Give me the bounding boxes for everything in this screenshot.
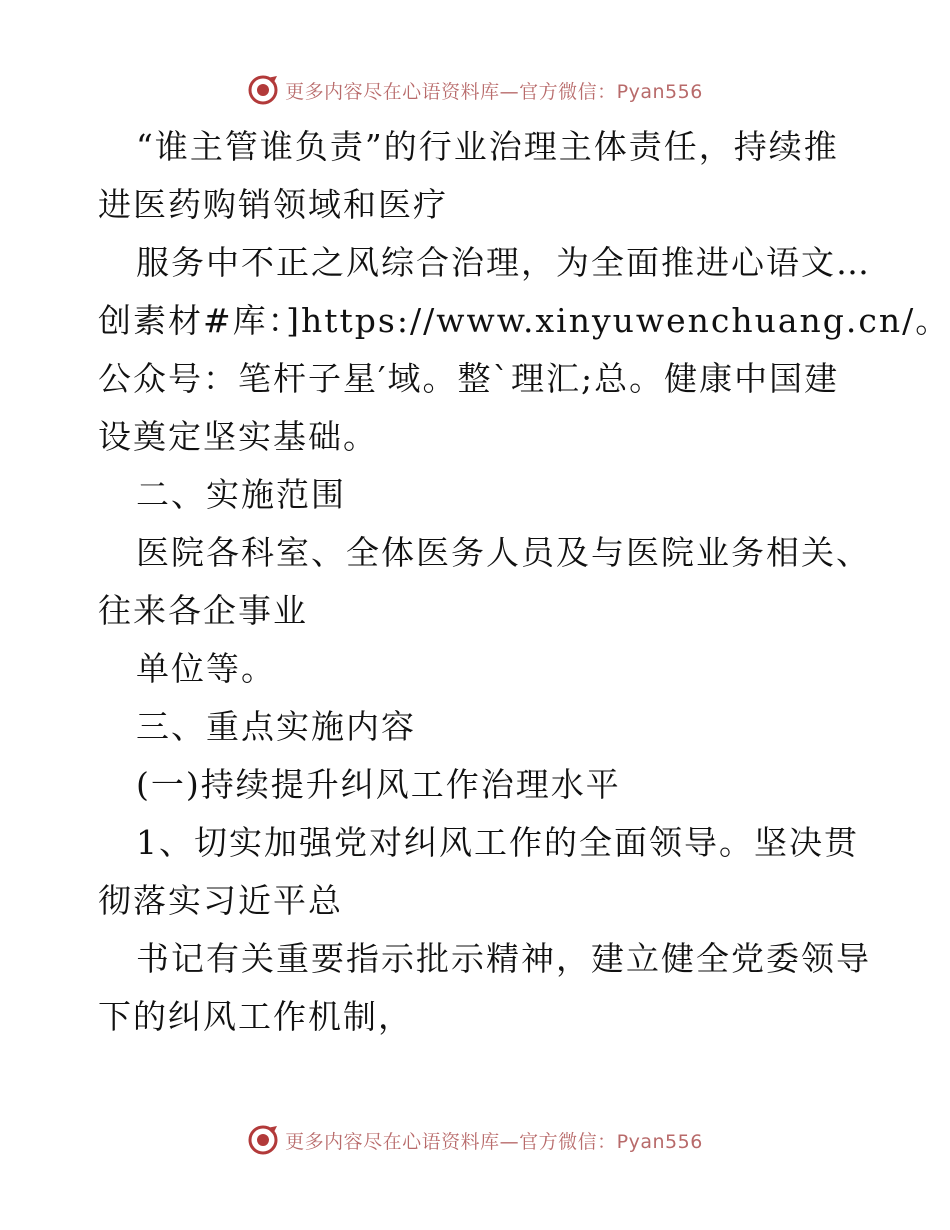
pen-circle-icon bbox=[247, 74, 279, 106]
header-banner-text: 更多内容尽在心语资料库—官方微信：Pyan556 bbox=[285, 80, 703, 103]
body-line: 1、切实加强党对纠风工作的全面领导。坚决贯 bbox=[136, 823, 859, 862]
body-line: 彻落实习近平总 bbox=[98, 881, 343, 920]
footer-banner-text: 更多内容尽在心语资料库—官方微信：Pyan556 bbox=[285, 1130, 703, 1153]
pen-circle-icon bbox=[247, 1124, 279, 1156]
body-line: 进医药购销领域和医疗 bbox=[98, 185, 448, 224]
body-line: 设奠定坚实基础。 bbox=[98, 417, 378, 456]
body-line: 创素材#库：]https://www.xinyuwenchuang.cn/。 bbox=[98, 301, 950, 340]
body-line: 医院各科室、全体医务人员及与医院业务相关、 bbox=[136, 533, 871, 572]
section-heading: 三、重点实施内容 bbox=[136, 707, 416, 746]
footer-banner bbox=[0, 1120, 950, 1160]
body-line: 服务中不正之风综合治理，为全面推进心语文… bbox=[136, 243, 871, 282]
subsection-heading: (一)持续提升纠风工作治理水平 bbox=[136, 765, 621, 804]
body-line: 单位等。 bbox=[136, 649, 276, 688]
body-line: 下的纠风工作机制， bbox=[98, 997, 413, 1036]
body-line: 公众号：笔杆子星′域。整`理汇;总。健康中国建 bbox=[98, 359, 840, 398]
document-body bbox=[98, 118, 950, 1046]
body-line: “谁主管谁负责”的行业治理主体责任，持续推 bbox=[136, 127, 839, 166]
body-line: 书记有关重要指示批示精神，建立健全党委领导 bbox=[136, 939, 871, 978]
body-line: 往来各企事业 bbox=[98, 591, 308, 630]
section-heading: 二、实施范围 bbox=[136, 475, 346, 514]
header-banner bbox=[0, 70, 950, 110]
